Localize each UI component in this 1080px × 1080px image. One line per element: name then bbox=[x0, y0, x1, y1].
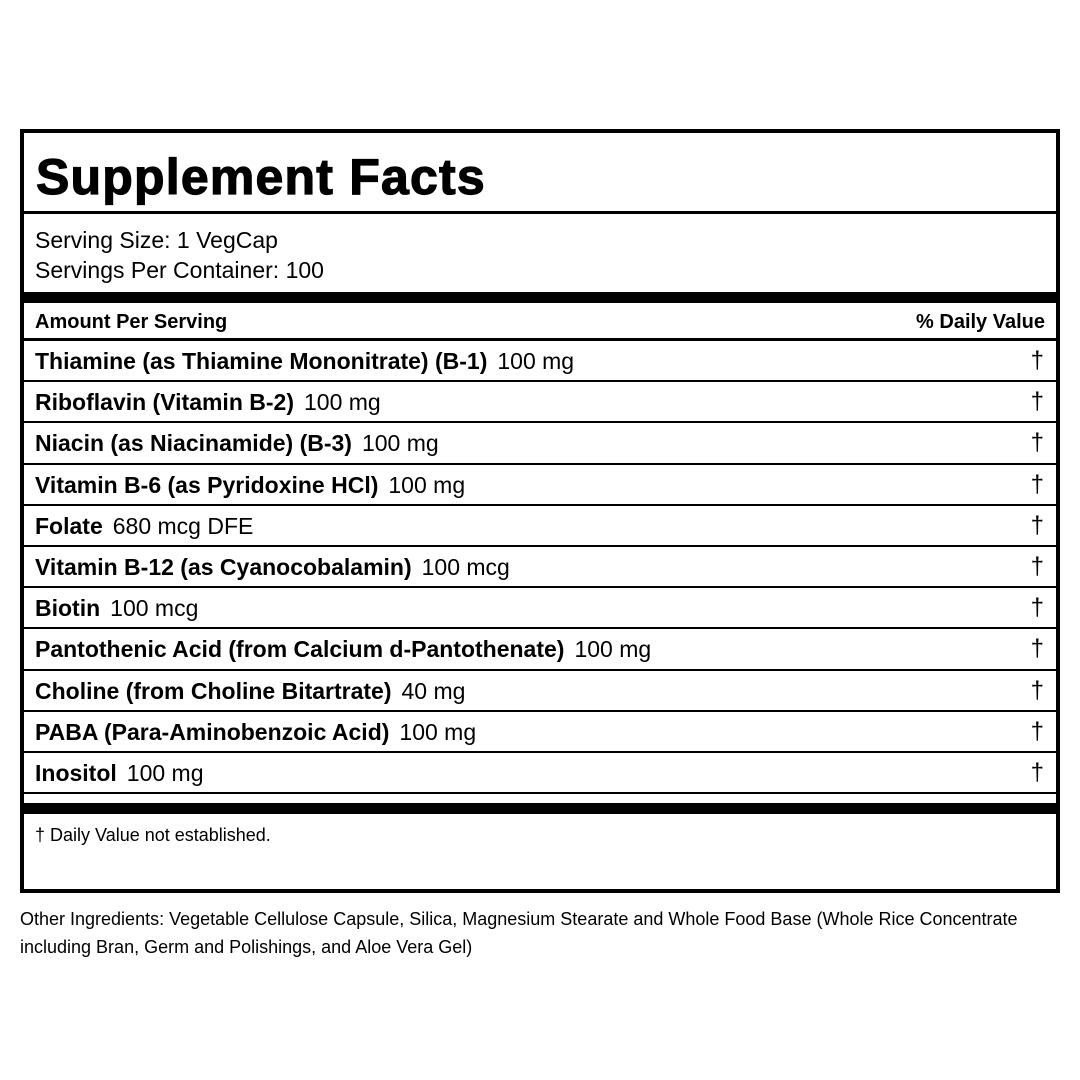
nutrient-name: Vitamin B-6 (as Pyridoxine HCl) bbox=[35, 471, 379, 498]
nutrient-row bbox=[24, 341, 1056, 382]
nutrient-amount: 100 mcg bbox=[421, 553, 510, 580]
footnote: † Daily Value not established. bbox=[35, 825, 271, 845]
nutrient-daily-value: † bbox=[1030, 758, 1044, 786]
nutrient-daily-value: † bbox=[1030, 717, 1044, 745]
nutrient-amount: 100 mg bbox=[361, 430, 439, 457]
nutrient-name: Biotin bbox=[35, 595, 101, 622]
nutrient-daily-value: † bbox=[1030, 388, 1044, 416]
supplement-facts-panel bbox=[20, 129, 1060, 893]
nutrient-amount: 100 mg bbox=[574, 636, 652, 663]
daily-value-header: % Daily Value bbox=[916, 311, 1045, 333]
nutrient-daily-value: † bbox=[1030, 552, 1044, 580]
nutrient-amount: 680 mcg DFE bbox=[112, 512, 254, 539]
nutrient-name: Niacin (as Niacinamide) (B-3) bbox=[35, 430, 352, 457]
nutrient-amount: 100 mg bbox=[126, 759, 204, 786]
nutrient-daily-value: † bbox=[1030, 429, 1044, 457]
facts-title: Supplement Facts bbox=[36, 149, 486, 205]
nutrient-amount: 100 mg bbox=[388, 471, 466, 498]
nutrient-row bbox=[24, 506, 1056, 547]
nutrient-name: Riboflavin (Vitamin B-2) bbox=[35, 389, 294, 416]
other-ingredients: Other Ingredients: Vegetable Cellulose Capsule, Silica, Magnesium Stearate and Whole Food Base (Whole Rice Concentrate including Bran, Germ and Polishings, and Aloe Vera Gel) bbox=[20, 909, 1018, 957]
nutrient-daily-value: † bbox=[1030, 347, 1044, 374]
nutrient-row bbox=[24, 588, 1056, 629]
serving-size: Serving Size: 1 VegCap bbox=[35, 227, 278, 253]
nutrient-row bbox=[24, 629, 1056, 670]
serving-info bbox=[24, 214, 1056, 292]
amount-per-serving-header: Amount Per Serving bbox=[35, 311, 228, 333]
nutrient-amount: 40 mg bbox=[401, 677, 466, 704]
nutrient-list bbox=[24, 341, 1056, 794]
nutrient-amount: 100 mg bbox=[304, 389, 381, 416]
nutrient-amount: 100 mg bbox=[399, 718, 477, 745]
nutrient-name: PABA (Para-Aminobenzoic Acid) bbox=[35, 718, 390, 745]
thick-divider bbox=[24, 803, 1056, 814]
nutrient-daily-value: † bbox=[1030, 676, 1044, 704]
nutrient-name: Vitamin B-12 (as Cyanocobalamin) bbox=[35, 553, 412, 580]
nutrient-amount: 100 mg bbox=[497, 348, 575, 374]
nutrient-name: Choline (from Choline Bitartrate) bbox=[35, 677, 392, 704]
nutrient-daily-value: † bbox=[1030, 511, 1044, 539]
nutrient-name: Pantothenic Acid (from Calcium d-Pantothenate) bbox=[35, 636, 565, 663]
nutrient-name: Thiamine (as Thiamine Mononitrate) (B-1) bbox=[35, 348, 488, 374]
nutrient-row bbox=[24, 712, 1056, 753]
nutrient-name: Folate bbox=[35, 512, 103, 539]
nutrient-daily-value: † bbox=[1030, 470, 1044, 498]
servings-per-container: Servings Per Container: 100 bbox=[35, 257, 324, 283]
nutrient-row bbox=[24, 423, 1056, 464]
nutrient-daily-value: † bbox=[1030, 594, 1044, 622]
nutrient-row bbox=[24, 753, 1056, 794]
nutrient-row bbox=[24, 382, 1056, 423]
nutrient-row bbox=[24, 547, 1056, 588]
nutrient-row bbox=[24, 465, 1056, 506]
facts-title-box bbox=[24, 133, 1056, 214]
nutrient-daily-value: † bbox=[1030, 635, 1044, 663]
nutrient-amount: 100 mcg bbox=[110, 595, 199, 622]
column-header bbox=[24, 303, 1056, 341]
thick-divider bbox=[24, 292, 1056, 303]
nutrient-name: Inositol bbox=[35, 759, 117, 786]
nutrient-row bbox=[24, 671, 1056, 712]
